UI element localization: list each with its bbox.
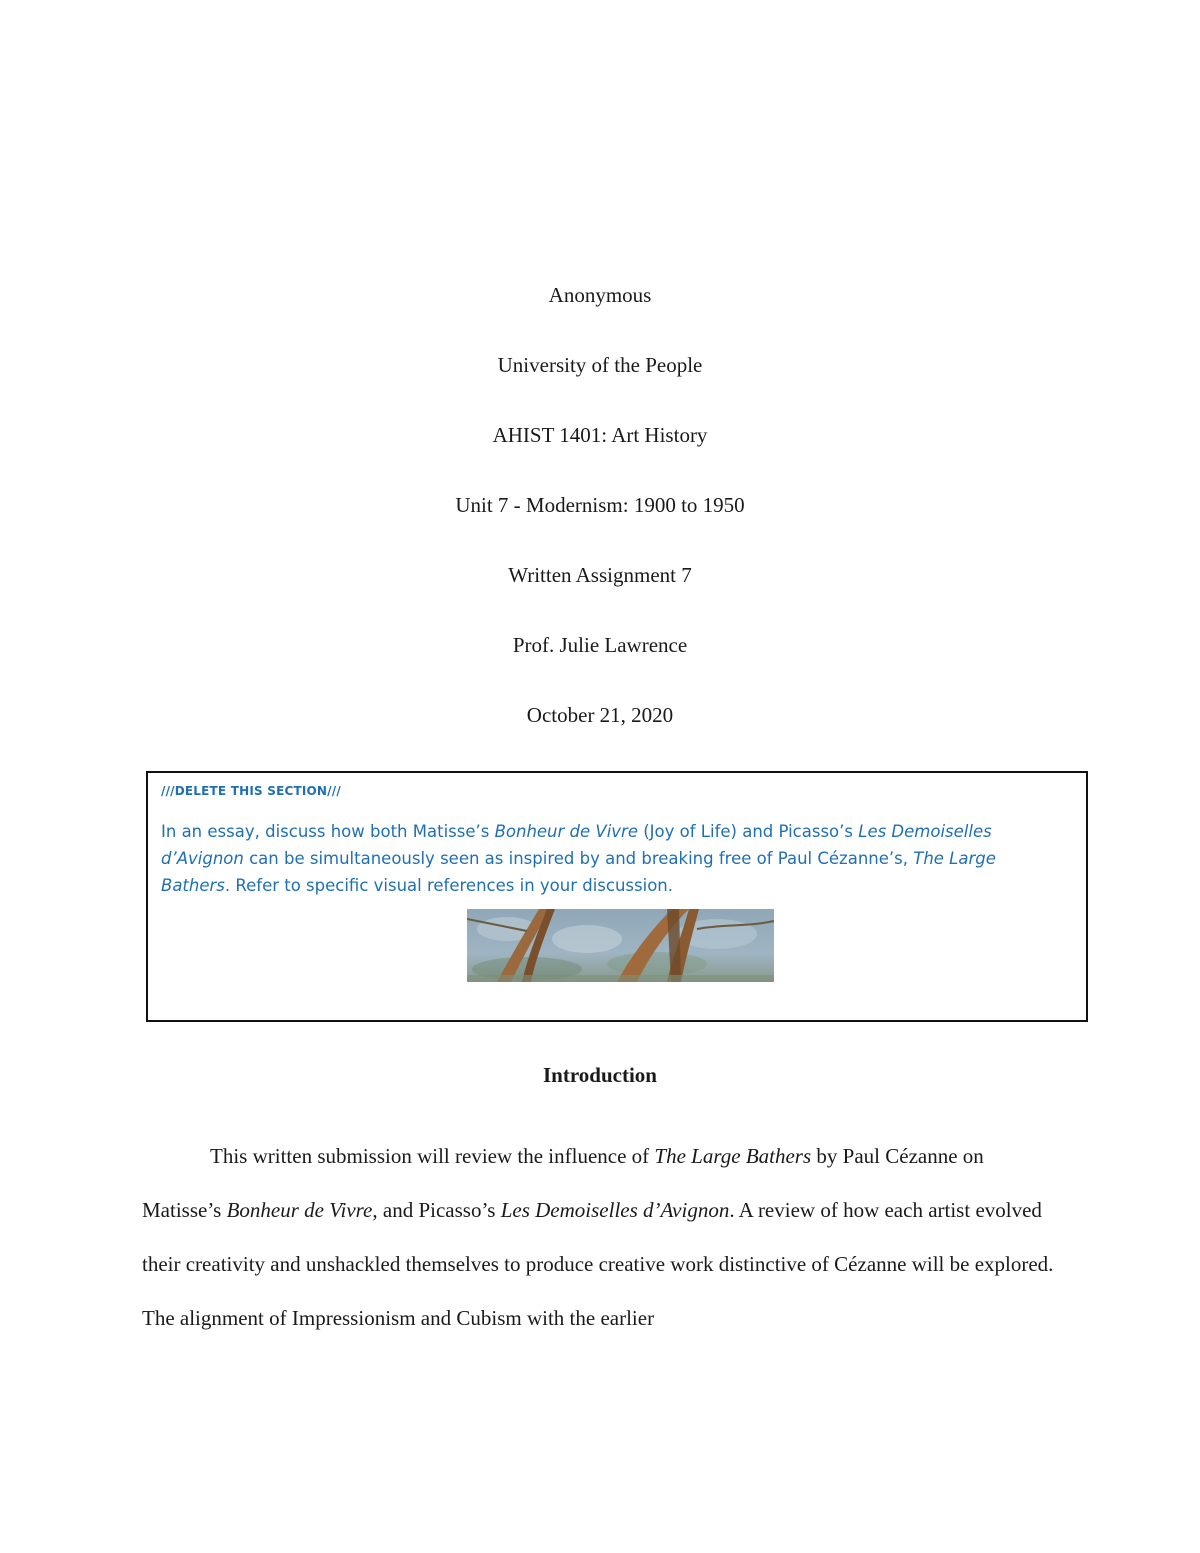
painting-thumbnail-image [467, 909, 774, 982]
paragraph-text-part: by Paul Cézanne on Matisse’s [142, 1144, 984, 1222]
paragraph-text-part: , and Picasso’s [372, 1198, 501, 1222]
artwork-title: The Large Bathers [654, 1144, 812, 1168]
institution-name: University of the People [497, 353, 703, 377]
artwork-title: Les Demoiselles d’Avignon [500, 1198, 730, 1222]
instruction-text-part: (Joy of Life) and Picasso’s [638, 822, 859, 841]
instruction-text-part: . Refer to specific visual references in your discussion. [224, 876, 674, 895]
assignment-name: Written Assignment 7 [508, 563, 692, 587]
instruction-text-part: can be simultaneously seen as inspired by and breaking free of Paul Cézanne’s, [243, 849, 914, 868]
instruction-box [146, 771, 1088, 1022]
instruction-text-part: In an essay, discuss how both Matisse’s [161, 822, 495, 841]
unit-name: Unit 7 - Modernism: 1900 to 1950 [455, 493, 745, 517]
instruction-italic-title: Bonheur de Vivre [494, 822, 638, 841]
title-page-block [0, 280, 1200, 770]
introduction-body [142, 1129, 1062, 1345]
submission-date: October 21, 2020 [526, 703, 674, 727]
instruction-text [161, 818, 1061, 899]
professor-name: Prof. Julie Lawrence [512, 633, 688, 657]
paragraph-text-part: . A review of how each artist evolved their creativity and unshackled themselves to produce creative work distinctive of Cézanne will be explored. The alignment of Impressionism and Cubism with the earlier [142, 1198, 1054, 1330]
course-name: AHIST 1401: Art History [492, 423, 708, 447]
author-name: Anonymous [548, 283, 652, 307]
instruction-italic-title: The Large Bathers [161, 849, 996, 895]
paragraph-text-part: This written submission will review the influence of [210, 1144, 655, 1168]
artwork-title: Bonheur de Vivre [226, 1198, 373, 1222]
introduction-paragraph [142, 1129, 1062, 1345]
instruction-italic-title: Les Demoiselles d’Avignon [161, 822, 992, 868]
instruction-header: ///DELETE THIS SECTION/// [161, 784, 341, 798]
section-heading-introduction: Introduction [543, 1063, 657, 1087]
